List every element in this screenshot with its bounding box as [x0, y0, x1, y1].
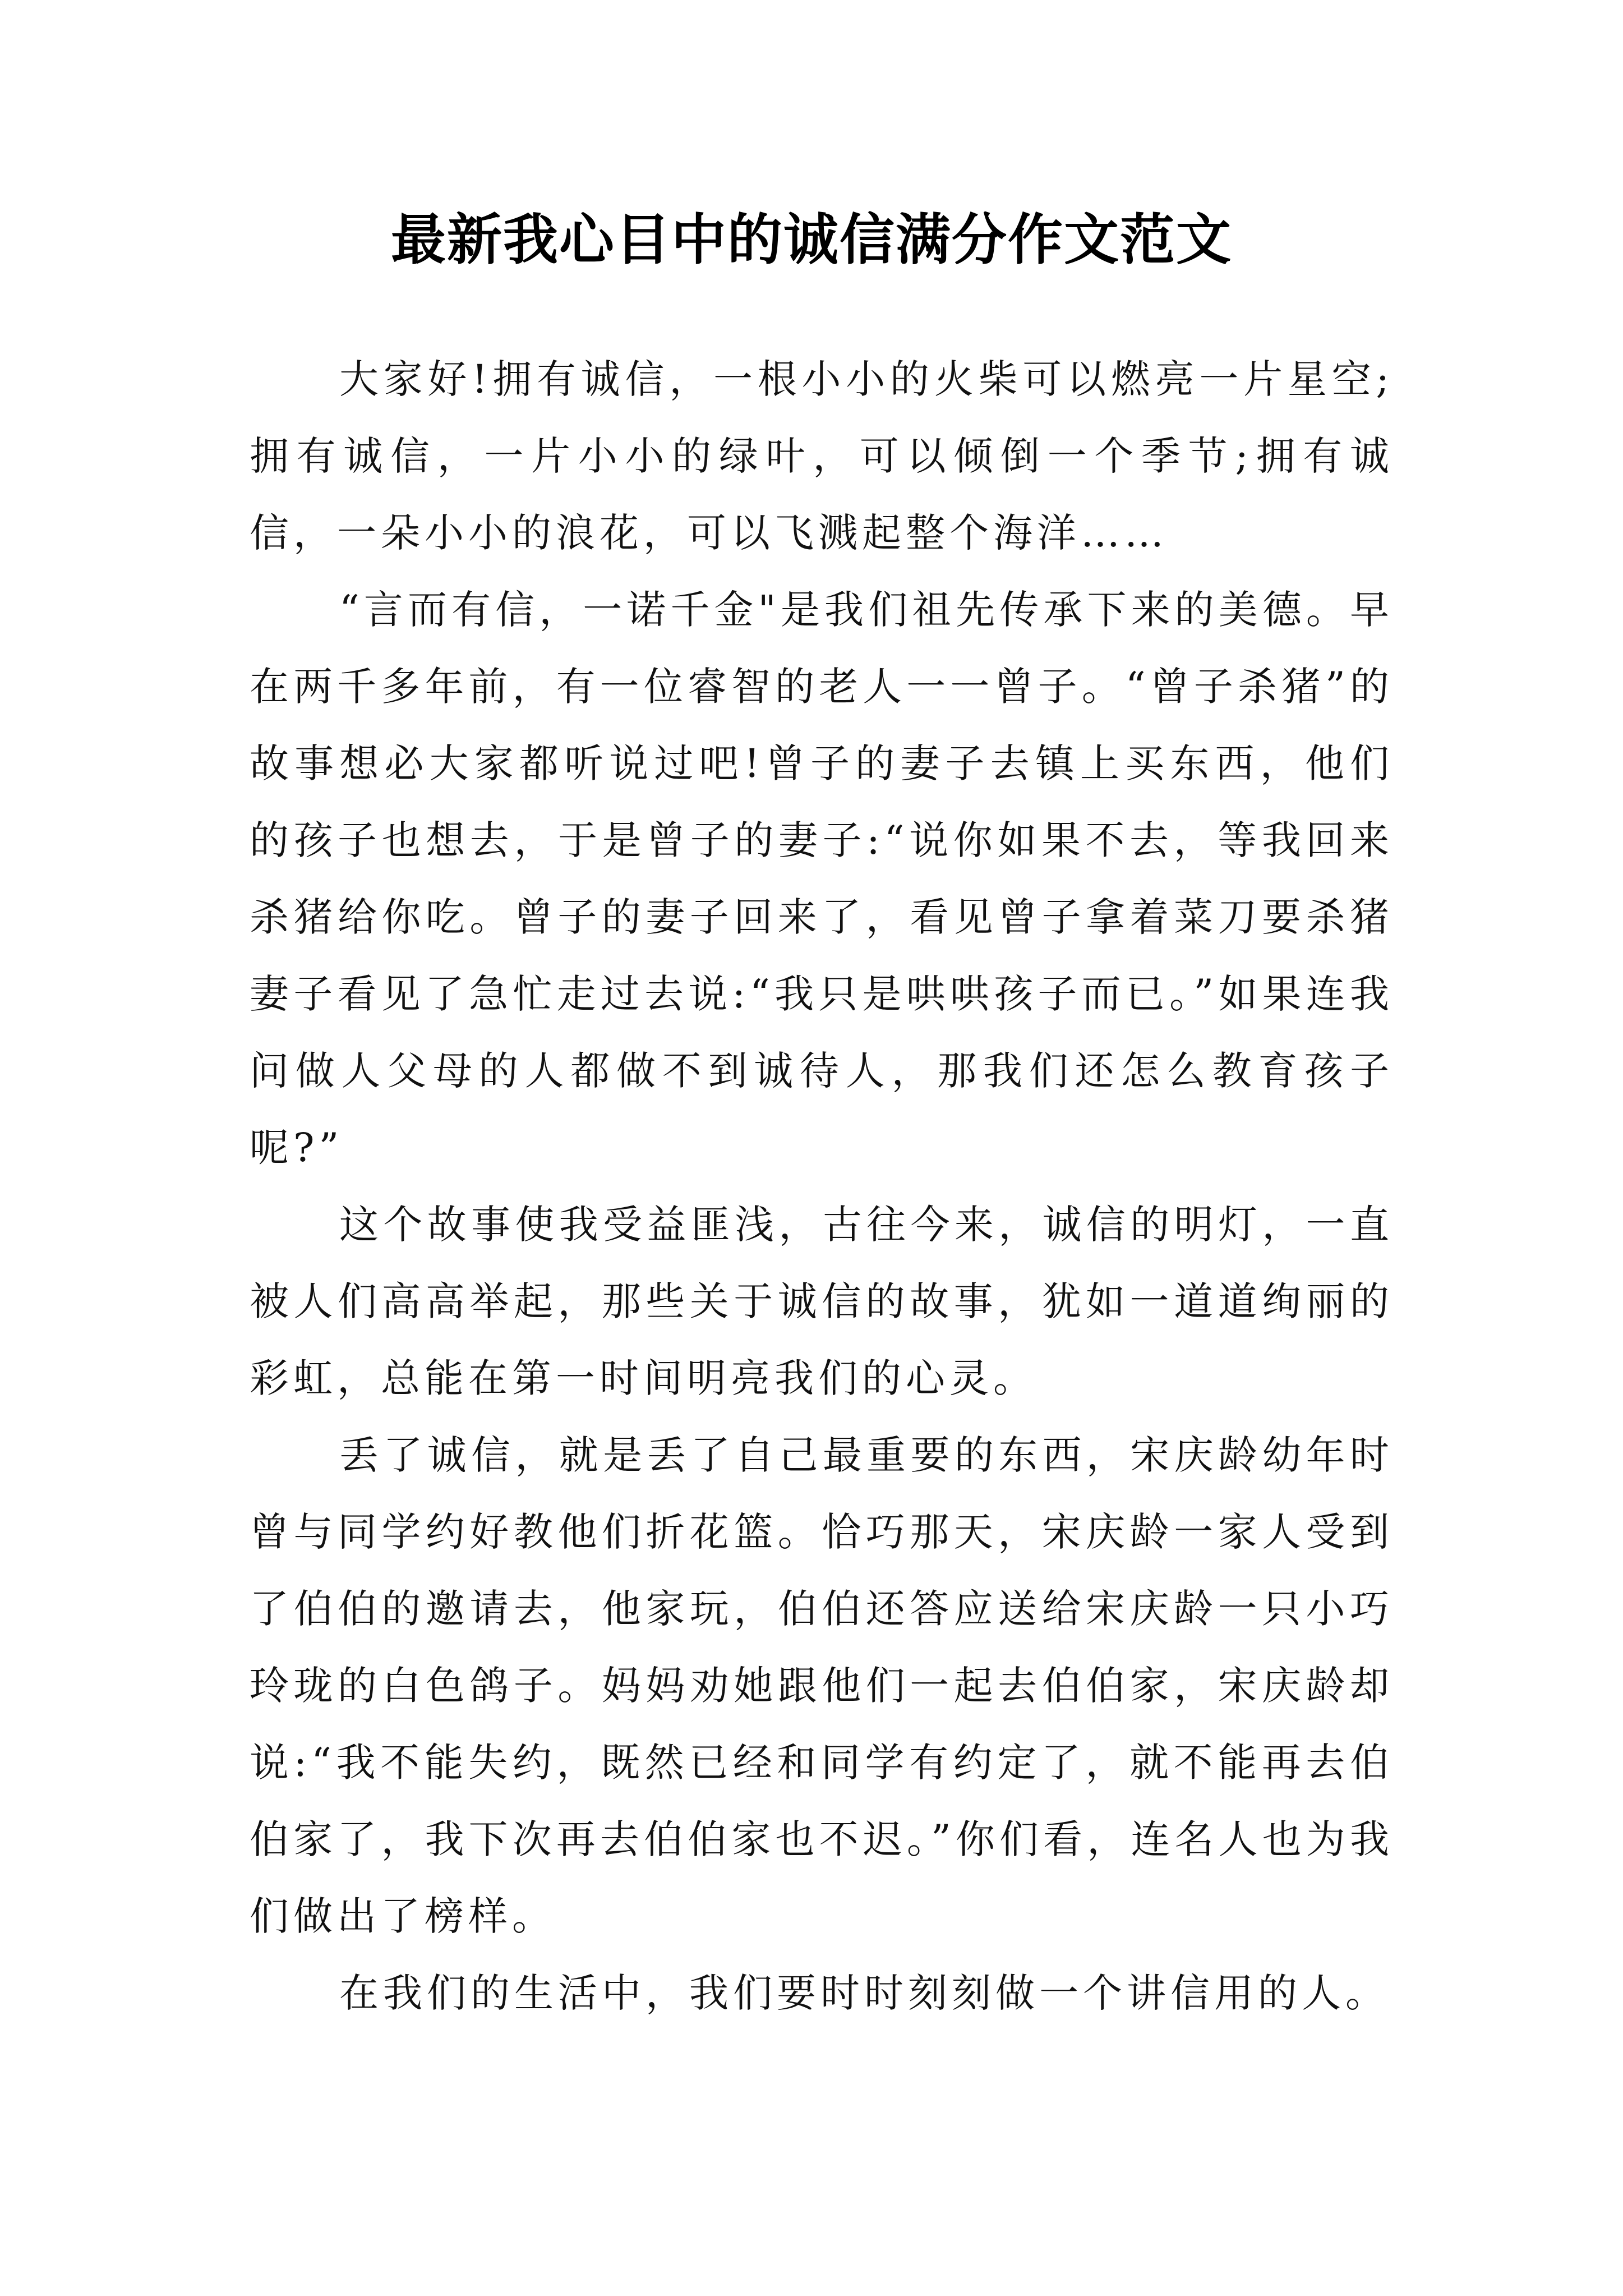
- paragraph-5: 在我们的生活中，我们要时时刻刻做一个讲信用的人。: [339, 1970, 1389, 2016]
- document-title: 最新我心目中的诚信满分作文范文: [390, 208, 1232, 272]
- document-body: [250, 341, 1394, 2032]
- paragraph-2: “言而有信，一诺千金"是我们祖先传承下来的美德。早在两千多年前，有一位睿智的老人一一曾子。“曾子杀猪”的故事想必大家都听说过吧!曾子的妻子去镇上买东西，他们的孩子也想去，于是曾子的妻子:“说你如果不去，等我回来杀猪给你吃。曾子的妻子回来了，看见曾子拿着菜刀要杀猪妻子看见了急忙走过去说:“我只是哄哄孩子而已。”如果连我问做人父母的人都做不到诚待人，那我们还怎么教育孩子呢?”: [250, 587, 1394, 1171]
- paragraph-1: 大家好!拥有诚信，一根小小的火柴可以燃亮一片星空;拥有诚信，一片小小的绿叶，可以倾倒一个季节;拥有诚信，一朵小小的浪花，可以飞溅起整个海洋……: [250, 356, 1394, 556]
- paragraph-3: 这个故事使我受益匪浅，古往今来，诚信的明灯，一直被人们高高举起，那些关于诚信的故事，犹如一道道绚丽的彩虹，总能在第一时间明亮我们的心灵。: [250, 1202, 1394, 1401]
- paragraph-4: 丢了诚信，就是丢了自己最重要的东西，宋庆龄幼年时曾与同学约好教他们折花篮。恰巧那天，宋庆龄一家人受到了伯伯的邀请去，他家玩，伯伯还答应送给宋庆龄一只小巧玲珑的白色鸽子。妈妈劝她跟他们一起去伯伯家，宋庆龄却说:“我不能失约，既然已经和同学有约定了，就不能再去伯伯家了，我下次再去伯伯家也不迟。”你们看，连名人也为我们做出了榜样。: [250, 1432, 1394, 1939]
